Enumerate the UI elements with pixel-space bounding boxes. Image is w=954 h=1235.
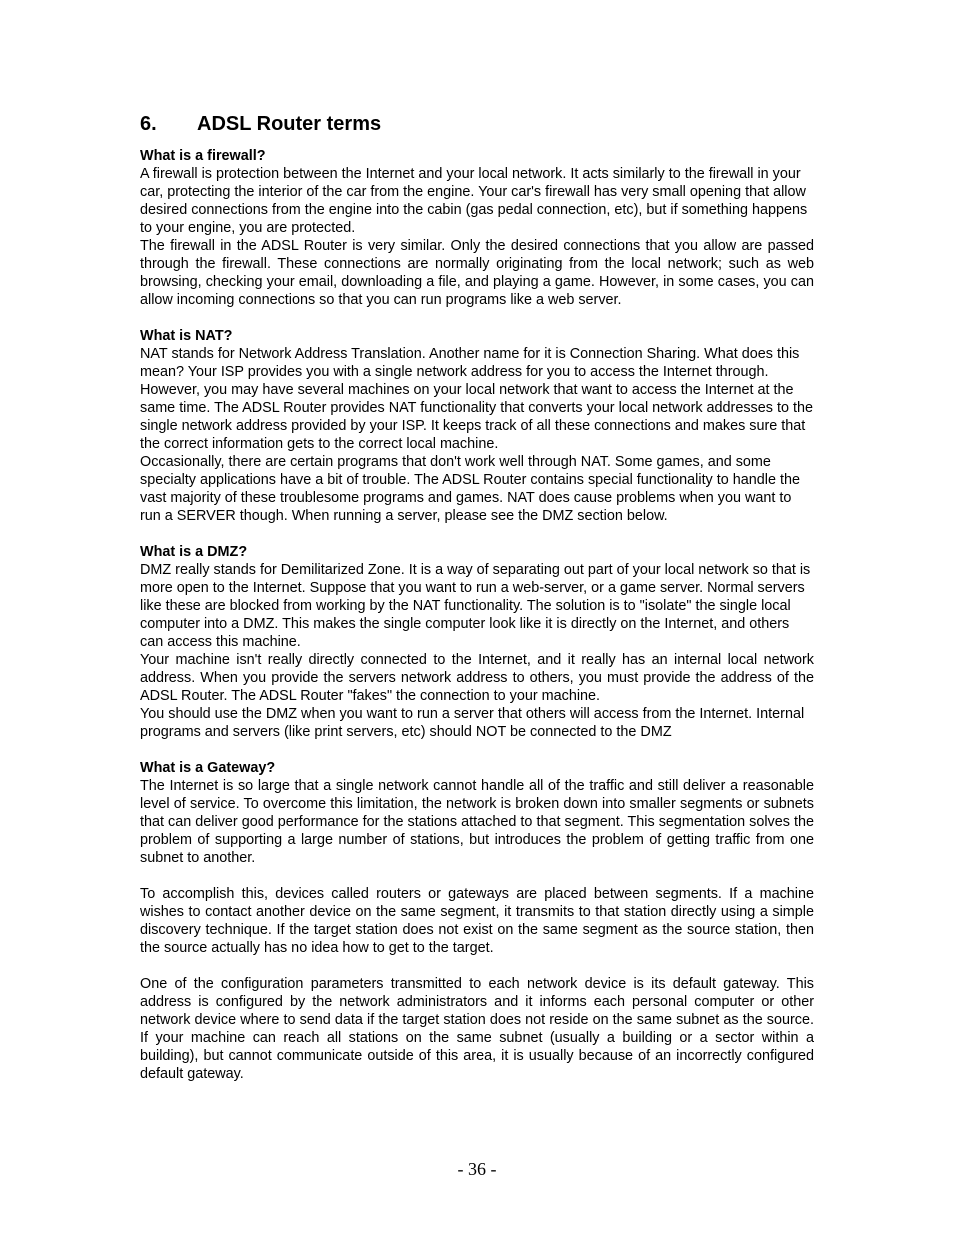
section-dmz — [140, 543, 814, 741]
chapter-number: 6. — [140, 113, 157, 135]
question-heading: What is a firewall? — [140, 148, 266, 164]
chapter-heading — [140, 111, 814, 137]
paragraph: Your machine isn't really directly connected to the Internet, and it really has an internal local network address. When you provide the servers network address to others, you must provide the address of the ADSL Router. The ADSL Router "fakes" the connection to your machine. — [140, 652, 814, 704]
paragraph-spacer — [140, 957, 814, 975]
paragraph: You should use the DMZ when you want to run a server that others will access from the Internet. Internal programs and servers (like print servers, etc) should NOT be connected to the DMZ — [140, 706, 805, 740]
page-number: - 36 - — [457, 1159, 497, 1179]
section-gateway — [140, 759, 814, 1083]
chapter-title: ADSL Router terms — [197, 113, 382, 135]
section-firewall — [140, 147, 814, 309]
paragraph: The Internet is so large that a single network cannot handle all of the traffic and still deliver a reasonable level of service. To overcome this limitation, the network is broken down into smaller segments or subnets that can deliver good performance for the stations attached to that segment. This segmentation solves the problem of supporting a large number of stations, but introduces the problem of getting traffic from one subnet to another. — [140, 778, 814, 866]
question-heading: What is a Gateway? — [140, 760, 276, 776]
question-heading: What is NAT? — [140, 328, 233, 344]
paragraph: A firewall is protection between the Internet and your local network. It acts similarly to the firewall in your car, protecting the interior of the car from the engine. Your car's firewall has very small opening that allow desired connections from the engine into the cabin (gas pedal connection, etc), but if something happens to your engine, you are protected. — [140, 166, 808, 236]
section-nat — [140, 327, 814, 525]
question-heading: What is a DMZ? — [140, 544, 248, 560]
paragraph: The firewall in the ADSL Router is very similar. Only the desired connections that you allow are passed through the firewall. These connections are normally originating from the local network; such as web browsing, checking your email, downloading a file, and playing a game. However, in some cases, you can allow incoming connections so that you can run programs like a web server. — [140, 238, 814, 308]
paragraph-spacer — [140, 867, 814, 885]
paragraph: Occasionally, there are certain programs that don't work well through NAT. Some games, and some specialty applications have a bit of trouble. The ADSL Router contains special functionality to handle the vast majority of these troublesome programs and games. NAT does cause problems when you want to run a SERVER though. When running a server, please see the DMZ section below. — [140, 454, 800, 524]
document-page — [140, 111, 814, 1101]
paragraph: DMZ really stands for Demilitarized Zone. It is a way of separating out part of your local network so that is more open to the Internet. Suppose that you want to run a web-server, or a game server. Normal servers like these are blocked from working by the NAT functionality. The solution is to "isolate" the single local computer into a DMZ. This makes the single computer look like it is directly on the Internet, and others can access this machine. — [140, 562, 811, 650]
paragraph: One of the configuration parameters transmitted to each network device is its default gateway. This address is configured by the network administrators and it informs each personal computer or other network device where to send data if the target station does not reside on the same subnet as the source. If your machine can reach all stations on the same subnet (usually a building or a sector within a building), but cannot communicate outside of this area, it is usually because of an incorrectly configured default gateway. — [140, 976, 814, 1082]
paragraph: To accomplish this, devices called routers or gateways are placed between segments. If a machine wishes to contact another device on the same segment, it transmits to that station directly using a simple discovery technique. If the target station does not exist on the same segment as the source station, then the source actually has no idea how to get to the target. — [140, 886, 814, 956]
paragraph: NAT stands for Network Address Translation. Another name for it is Connection Sharing. What does this mean? Your ISP provides you with a single network address for you to access the Internet through. However, you may have several machines on your local network that want to access the Internet at the same time. The ADSL Router provides NAT functionality that converts your local network addresses to the single network address provided by your ISP. It keeps track of all these connections and makes sure that the correct information gets to the correct local machine. — [140, 346, 813, 452]
